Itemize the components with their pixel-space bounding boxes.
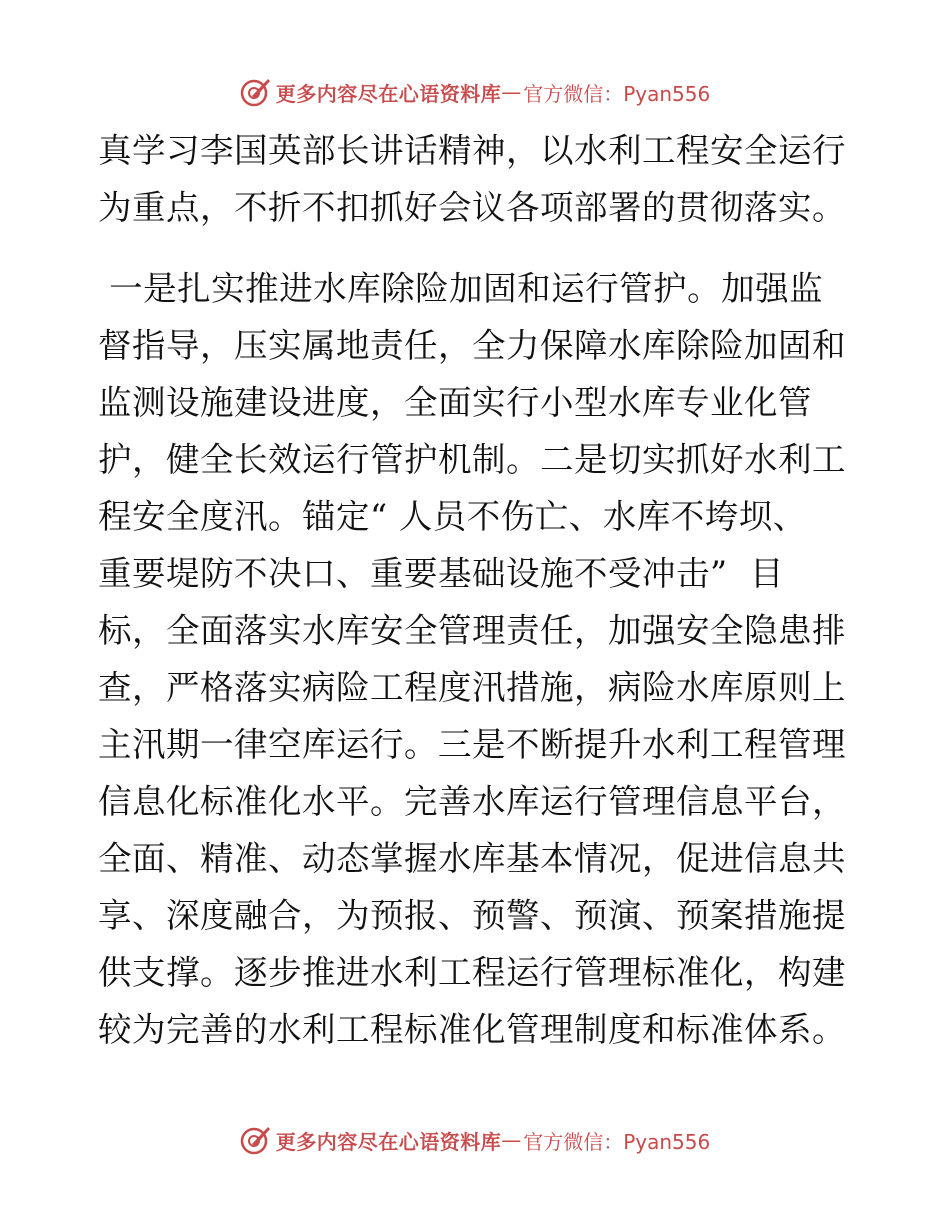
text-line: 为重点，不折不扣抓好会议各项部署的贯彻落实。 <box>98 188 846 227</box>
footer-banner <box>0 1120 950 1160</box>
text-line: 重要堤防不决口、重要基础设施不受冲击” 目 <box>98 554 784 593</box>
footer-banner-text: 更多内容尽在心语资料库 <box>275 1129 502 1154</box>
header-wechat: 官方微信：Pyan556 <box>523 81 711 106</box>
text-line: 真学习李国英部长讲话精神，以水利工程安全运行 <box>98 131 846 170</box>
text-line: 供支撑。逐步推进水利工程运行管理标准化，构建 <box>98 953 846 992</box>
paragraph-2 <box>98 260 858 1058</box>
text-line: 较为完善的水利工程标准化管理制度和标准体系。 <box>98 1010 846 1049</box>
paragraph-1 <box>98 122 858 236</box>
text-line: 护，健全长效运行管护机制。二是切实抓好水利工 <box>98 440 846 479</box>
text-line: 全面、精准、动态掌握水库基本情况，促进信息共 <box>98 839 846 878</box>
text-line: 标，全面落实水库安全管理责任，加强安全隐患排 <box>98 611 846 650</box>
footer-wechat: 官方微信：Pyan556 <box>523 1129 711 1154</box>
text-line: 程安全度汛。锚定“ 人员不伤亡、水库不垮坝、 <box>98 497 807 536</box>
header-banner <box>0 72 950 112</box>
text-line: 享、深度融合，为预报、预警、预演、预案措施提 <box>98 896 846 935</box>
footer-separator: — <box>501 1128 522 1152</box>
quill-logo-icon <box>240 1124 272 1156</box>
header-separator: — <box>501 80 522 104</box>
document-body <box>98 122 858 1058</box>
text-line: 主汛期一律空库运行。三是不断提升水利工程管理 <box>98 725 846 764</box>
header-banner-text: 更多内容尽在心语资料库 <box>275 81 502 106</box>
text-line: 一是扎实推进水库除险加固和运行管护。加强监 <box>98 269 824 308</box>
text-line: 查，严格落实病险工程度汛措施，病险水库原则上 <box>98 668 846 707</box>
text-line: 信息化标准化水平。完善水库运行管理信息平台， <box>98 782 846 821</box>
quill-logo-icon <box>240 76 272 108</box>
text-line: 监测设施建设进度，全面实行小型水库专业化管 <box>98 383 812 422</box>
text-line: 督指导，压实属地责任，全力保障水库除险加固和 <box>98 326 846 365</box>
